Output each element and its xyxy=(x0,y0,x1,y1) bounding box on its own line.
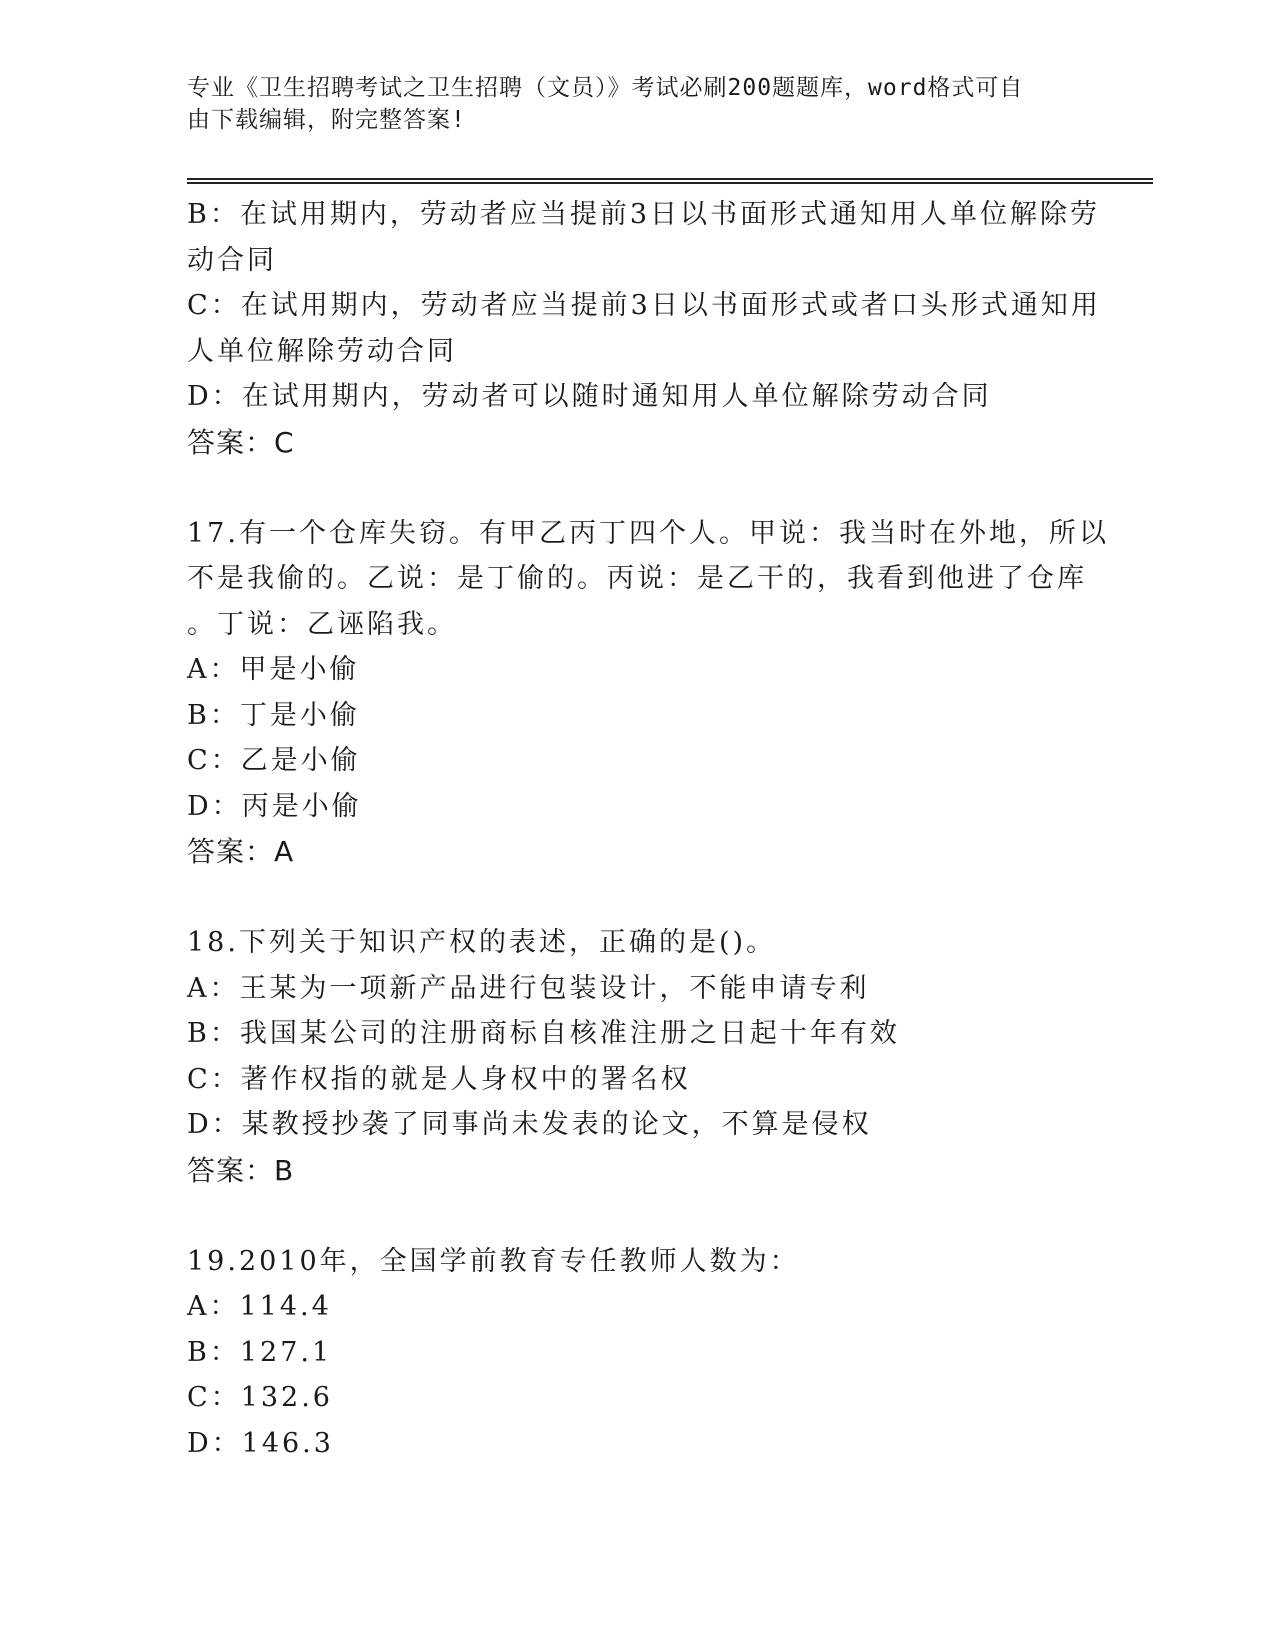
header-divider-bottom xyxy=(187,182,1153,184)
answer: 答案：A xyxy=(187,835,295,868)
option-d: D：某教授抄袭了同事尚未发表的论文，不算是侵权 xyxy=(187,1109,872,1140)
option-d: D：丙是小偷 xyxy=(187,790,362,822)
header-line-2: 由下载编辑，附完整答案! xyxy=(187,107,466,133)
option-b-line-1: B：在试用期内，劳动者应当提前3日以书面形式通知用人单位解除劳 xyxy=(187,199,1101,230)
answer: 答案：C xyxy=(187,425,295,459)
option-c: C：132.6 xyxy=(187,1382,333,1413)
question-list xyxy=(187,192,1109,1466)
answer: 答案：B xyxy=(187,1153,295,1187)
option-a: A：甲是小偷 xyxy=(187,654,360,685)
spacer xyxy=(187,465,1087,511)
option-c: C：乙是小偷 xyxy=(187,745,361,776)
header-line-1: 专业《卫生招聘考试之卫生招聘（文员）》考试必刷200题题库，word格式可自 xyxy=(187,75,1024,101)
question-stem-line-1: 17.有一个仓库失窃。有甲乙丙丁四个人。甲说：我当时在外地，所以 xyxy=(187,517,1109,549)
option-c-line-1: C：在试用期内，劳动者应当提前3日以书面形式或者口头形式通知用 xyxy=(187,290,1101,321)
option-b: B：丁是小偷 xyxy=(187,699,360,731)
option-b-line-2: 动合同 xyxy=(187,244,277,276)
question-19 xyxy=(187,1239,1087,1467)
option-b: B：我国某公司的注册商标自核准注册之日起十年有效 xyxy=(187,1018,900,1049)
question-16-continued xyxy=(187,192,1101,465)
option-b: B：127.1 xyxy=(187,1336,333,1368)
option-d: D：在试用期内，劳动者可以随时通知用人单位解除劳动合同 xyxy=(187,381,992,412)
option-d: D：146.3 xyxy=(187,1427,334,1459)
option-c: C：著作权指的就是人身权中的署名权 xyxy=(187,1063,691,1095)
document-header xyxy=(187,72,1067,136)
option-a: A：114.4 xyxy=(187,1291,332,1322)
question-17 xyxy=(187,511,1109,875)
option-a: A：王某为一项新产品进行包装设计，不能申请专利 xyxy=(187,972,870,1004)
question-18 xyxy=(187,920,1087,1193)
option-c-line-2: 人单位解除劳动合同 xyxy=(187,335,457,367)
question-stem: 18.下列关于知识产权的表述，正确的是()。 xyxy=(187,927,777,958)
spacer xyxy=(187,875,1087,921)
question-stem-line-3: 。丁说：乙诬陷我。 xyxy=(187,608,457,640)
question-stem-line-2: 不是我偷的。乙说：是丁偷的。丙说：是乙干的，我看到他进了仓库 xyxy=(187,563,1087,594)
spacer xyxy=(187,1193,1087,1239)
header-divider-top xyxy=(187,178,1153,180)
question-stem: 19.2010年，全国学前教育专任教师人数为： xyxy=(187,1245,800,1277)
